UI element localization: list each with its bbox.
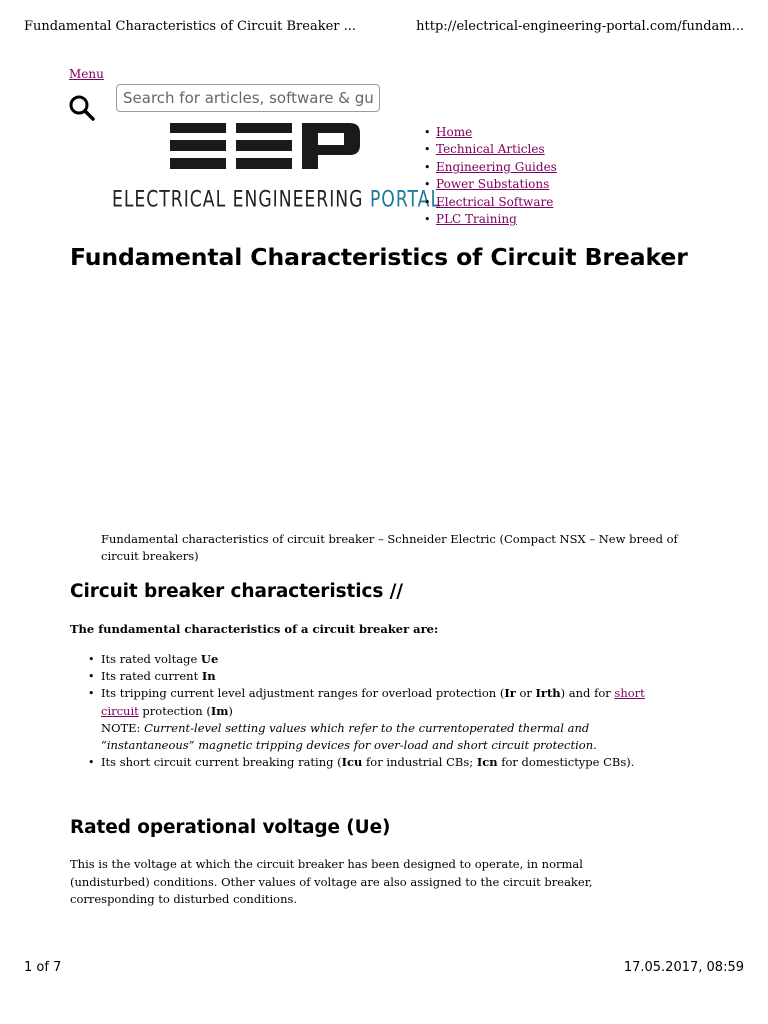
- item-bold: Icu: [341, 755, 363, 770]
- nav-item-engineering-guides: [424, 159, 557, 176]
- print-header-url: http://electrical-engineering-portal.com/fundam...: [416, 19, 744, 34]
- item-bold: Ir: [504, 686, 516, 701]
- page-number: 1 of 7: [24, 960, 62, 975]
- section-heading-rated-voltage: Rated operational voltage (Ue): [70, 817, 391, 838]
- search-input[interactable]: [116, 84, 380, 112]
- item-text: or: [515, 686, 536, 701]
- search-icon[interactable]: [68, 95, 96, 121]
- logo-wordmark: [112, 187, 442, 213]
- eep-logo-mark: [170, 123, 360, 169]
- item-text: protection (: [138, 703, 211, 718]
- nav-link-home[interactable]: Home: [436, 125, 473, 139]
- item-text: for domestictype CBs).: [497, 755, 635, 770]
- item-text: Its tripping current level adjustment ranges for overload protection (: [101, 686, 505, 701]
- site-logo[interactable]: [112, 123, 442, 215]
- item-bold: In: [201, 669, 216, 684]
- image-caption: Fundamental characteristics of circuit breaker – Schneider Electric (Compact NSX – New breed of circuit breakers): [101, 532, 678, 563]
- item-text: Its short circuit current breaking rating (: [101, 755, 342, 770]
- list-item: [88, 754, 678, 771]
- section-heading-characteristics: Circuit breaker characteristics //: [70, 581, 403, 602]
- list-item: [88, 685, 678, 754]
- nav-item-electrical-software: [424, 194, 557, 211]
- nav-item-technical-articles: [424, 141, 557, 158]
- nav-link-technical-articles[interactable]: Technical Articles: [436, 142, 545, 157]
- item-text: for industrial CBs;: [362, 755, 477, 770]
- logo-text-accent: PORTAL: [369, 187, 442, 213]
- item-text: ) and for: [560, 686, 615, 701]
- logo-text-main: ELECTRICAL ENGINEERING: [112, 187, 370, 213]
- menu-link[interactable]: Menu: [69, 67, 104, 81]
- note-text: Current-level setting values which refer to the currentoperated thermal and “instantaneous” magnetic tripping devices for over-load and short circuit protection.: [101, 720, 597, 753]
- print-datetime: 17.05.2017, 08:59: [623, 960, 744, 975]
- print-footer: [24, 960, 744, 978]
- nav-item-home: [424, 124, 557, 141]
- item-text: Its rated voltage: [101, 652, 201, 666]
- main-nav: [424, 124, 557, 228]
- item-bold: Icn: [476, 755, 498, 770]
- list-item: [88, 668, 678, 685]
- list-item: [88, 651, 678, 668]
- characteristics-list: [88, 651, 678, 771]
- nav-link-plc-training[interactable]: PLC Training: [436, 211, 517, 226]
- nav-item-power-substations: [424, 176, 557, 193]
- nav-link-electrical-software[interactable]: Electrical Software: [436, 194, 554, 209]
- article-title: Fundamental Characteristics of Circuit Breaker: [70, 243, 688, 271]
- short-circuit-link[interactable]: short circuit: [101, 686, 645, 718]
- item-text: ): [228, 703, 233, 718]
- nav-link-power-substations[interactable]: Power Substations: [436, 177, 550, 192]
- item-bold: Irth: [535, 686, 561, 701]
- nav-link-engineering-guides[interactable]: Engineering Guides: [436, 159, 557, 174]
- nav-item-plc-training: [424, 211, 557, 228]
- item-text: Its rated current: [101, 669, 202, 684]
- item-bold: Ue: [200, 652, 219, 666]
- print-header: [24, 19, 744, 37]
- print-header-title: Fundamental Characteristics of Circuit Breaker ...: [24, 19, 357, 34]
- characteristics-lead: The fundamental characteristics of a circuit breaker are:: [70, 622, 439, 636]
- note-label: NOTE:: [101, 720, 145, 735]
- item-bold: Im: [210, 703, 229, 718]
- rated-voltage-paragraph: This is the voltage at which the circuit breaker has been designed to operate, in normal (undisturbed) conditions. Other values of voltage are also assigned to the circuit breaker, corresponding to disturbed conditions.: [70, 857, 593, 906]
